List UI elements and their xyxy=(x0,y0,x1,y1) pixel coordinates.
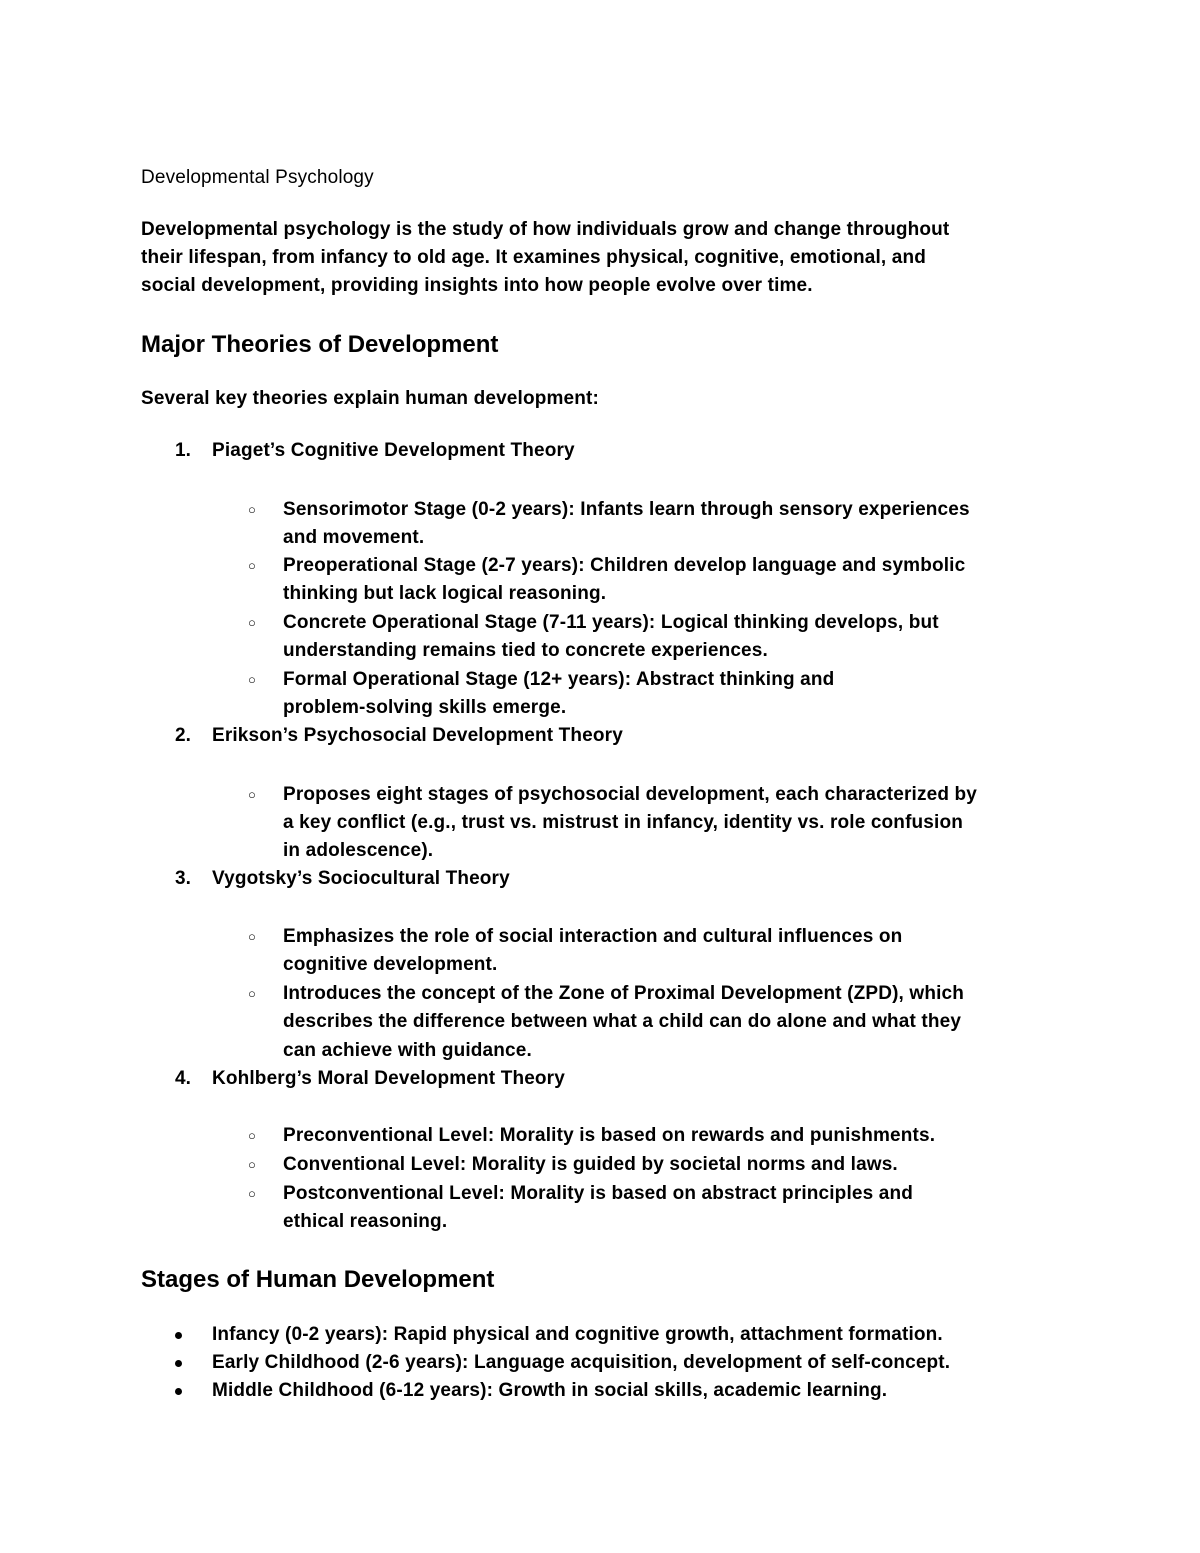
intro-line-3: social development, providing insights into how people evolve over time. xyxy=(141,275,813,296)
theory-point: Postconventional Level: Morality is based on abstract principles and xyxy=(283,1183,913,1204)
circle-bullet-icon: ○ xyxy=(248,1186,256,1201)
document-title: Developmental Psychology xyxy=(141,167,374,188)
intro-line-2: their lifespan, from infancy to old age. It examines physical, cognitive, emotional, and xyxy=(141,247,926,268)
theory-title: Vygotsky’s Sociocultural Theory xyxy=(212,868,510,889)
theory-title: Piaget’s Cognitive Development Theory xyxy=(212,440,575,461)
circle-bullet-icon: ○ xyxy=(248,615,256,630)
list-number: 2. xyxy=(175,725,191,746)
bullet-dot-icon xyxy=(175,1360,182,1367)
theory-point: Introduces the concept of the Zone of Proximal Development (ZPD), which xyxy=(283,983,964,1004)
list-number: 3. xyxy=(175,868,191,889)
circle-bullet-icon: ○ xyxy=(248,787,256,802)
theory-point: Emphasizes the role of social interaction and cultural influences on xyxy=(283,926,903,947)
circle-bullet-icon: ○ xyxy=(248,1128,256,1143)
circle-bullet-icon: ○ xyxy=(248,1157,256,1172)
theory-point: describes the difference between what a child can do alone and what they xyxy=(283,1011,962,1032)
theory-point: problem-solving skills emerge. xyxy=(283,697,567,718)
stage-item: Infancy (0-2 years): Rapid physical and cognitive growth, attachment formation. xyxy=(212,1324,943,1345)
intro-line-1: Developmental psychology is the study of how individuals grow and change throughout xyxy=(141,219,950,240)
list-number: 1. xyxy=(175,440,191,461)
theory-point: in adolescence). xyxy=(283,840,434,861)
circle-bullet-icon: ○ xyxy=(248,502,256,517)
stage-item: Middle Childhood (6-12 years): Growth in social skills, academic learning. xyxy=(212,1380,888,1401)
section-lead: Several key theories explain human development: xyxy=(141,388,599,409)
section-heading-stages: Stages of Human Development xyxy=(141,1266,495,1293)
theory-point: Concrete Operational Stage (7-11 years): Logical thinking develops, but xyxy=(283,612,939,633)
stage-item: Early Childhood (2-6 years): Language acquisition, development of self-concept. xyxy=(212,1352,951,1373)
theory-point: understanding remains tied to concrete experiences. xyxy=(283,640,768,661)
theory-point: ethical reasoning. xyxy=(283,1211,448,1232)
theory-point: thinking but lack logical reasoning. xyxy=(283,583,607,604)
theory-point: cognitive development. xyxy=(283,954,498,975)
bullet-dot-icon xyxy=(175,1388,182,1395)
circle-bullet-icon: ○ xyxy=(248,558,256,573)
circle-bullet-icon: ○ xyxy=(248,986,256,1001)
theory-point: Formal Operational Stage (12+ years): Abstract thinking and xyxy=(283,669,835,690)
theory-title: Kohlberg’s Moral Development Theory xyxy=(212,1068,565,1089)
list-number: 4. xyxy=(175,1068,191,1089)
theory-point: a key conflict (e.g., trust vs. mistrust in infancy, identity vs. role confusion xyxy=(283,812,963,833)
theory-point: can achieve with guidance. xyxy=(283,1040,532,1061)
bullet-dot-icon xyxy=(175,1332,182,1339)
theory-point: and movement. xyxy=(283,527,425,548)
theory-point: Preconventional Level: Morality is based on rewards and punishments. xyxy=(283,1125,936,1146)
theory-title: Erikson’s Psychosocial Development Theory xyxy=(212,725,623,746)
theory-point: Conventional Level: Morality is guided by societal norms and laws. xyxy=(283,1154,898,1175)
circle-bullet-icon: ○ xyxy=(248,672,256,687)
theory-point: Proposes eight stages of psychosocial development, each characterized by xyxy=(283,784,977,805)
section-heading-theories: Major Theories of Development xyxy=(141,331,499,358)
theory-point: Preoperational Stage (2-7 years): Children develop language and symbolic xyxy=(283,555,966,576)
theory-point: Sensorimotor Stage (0-2 years): Infants learn through sensory experiences xyxy=(283,499,970,520)
circle-bullet-icon: ○ xyxy=(248,929,256,944)
